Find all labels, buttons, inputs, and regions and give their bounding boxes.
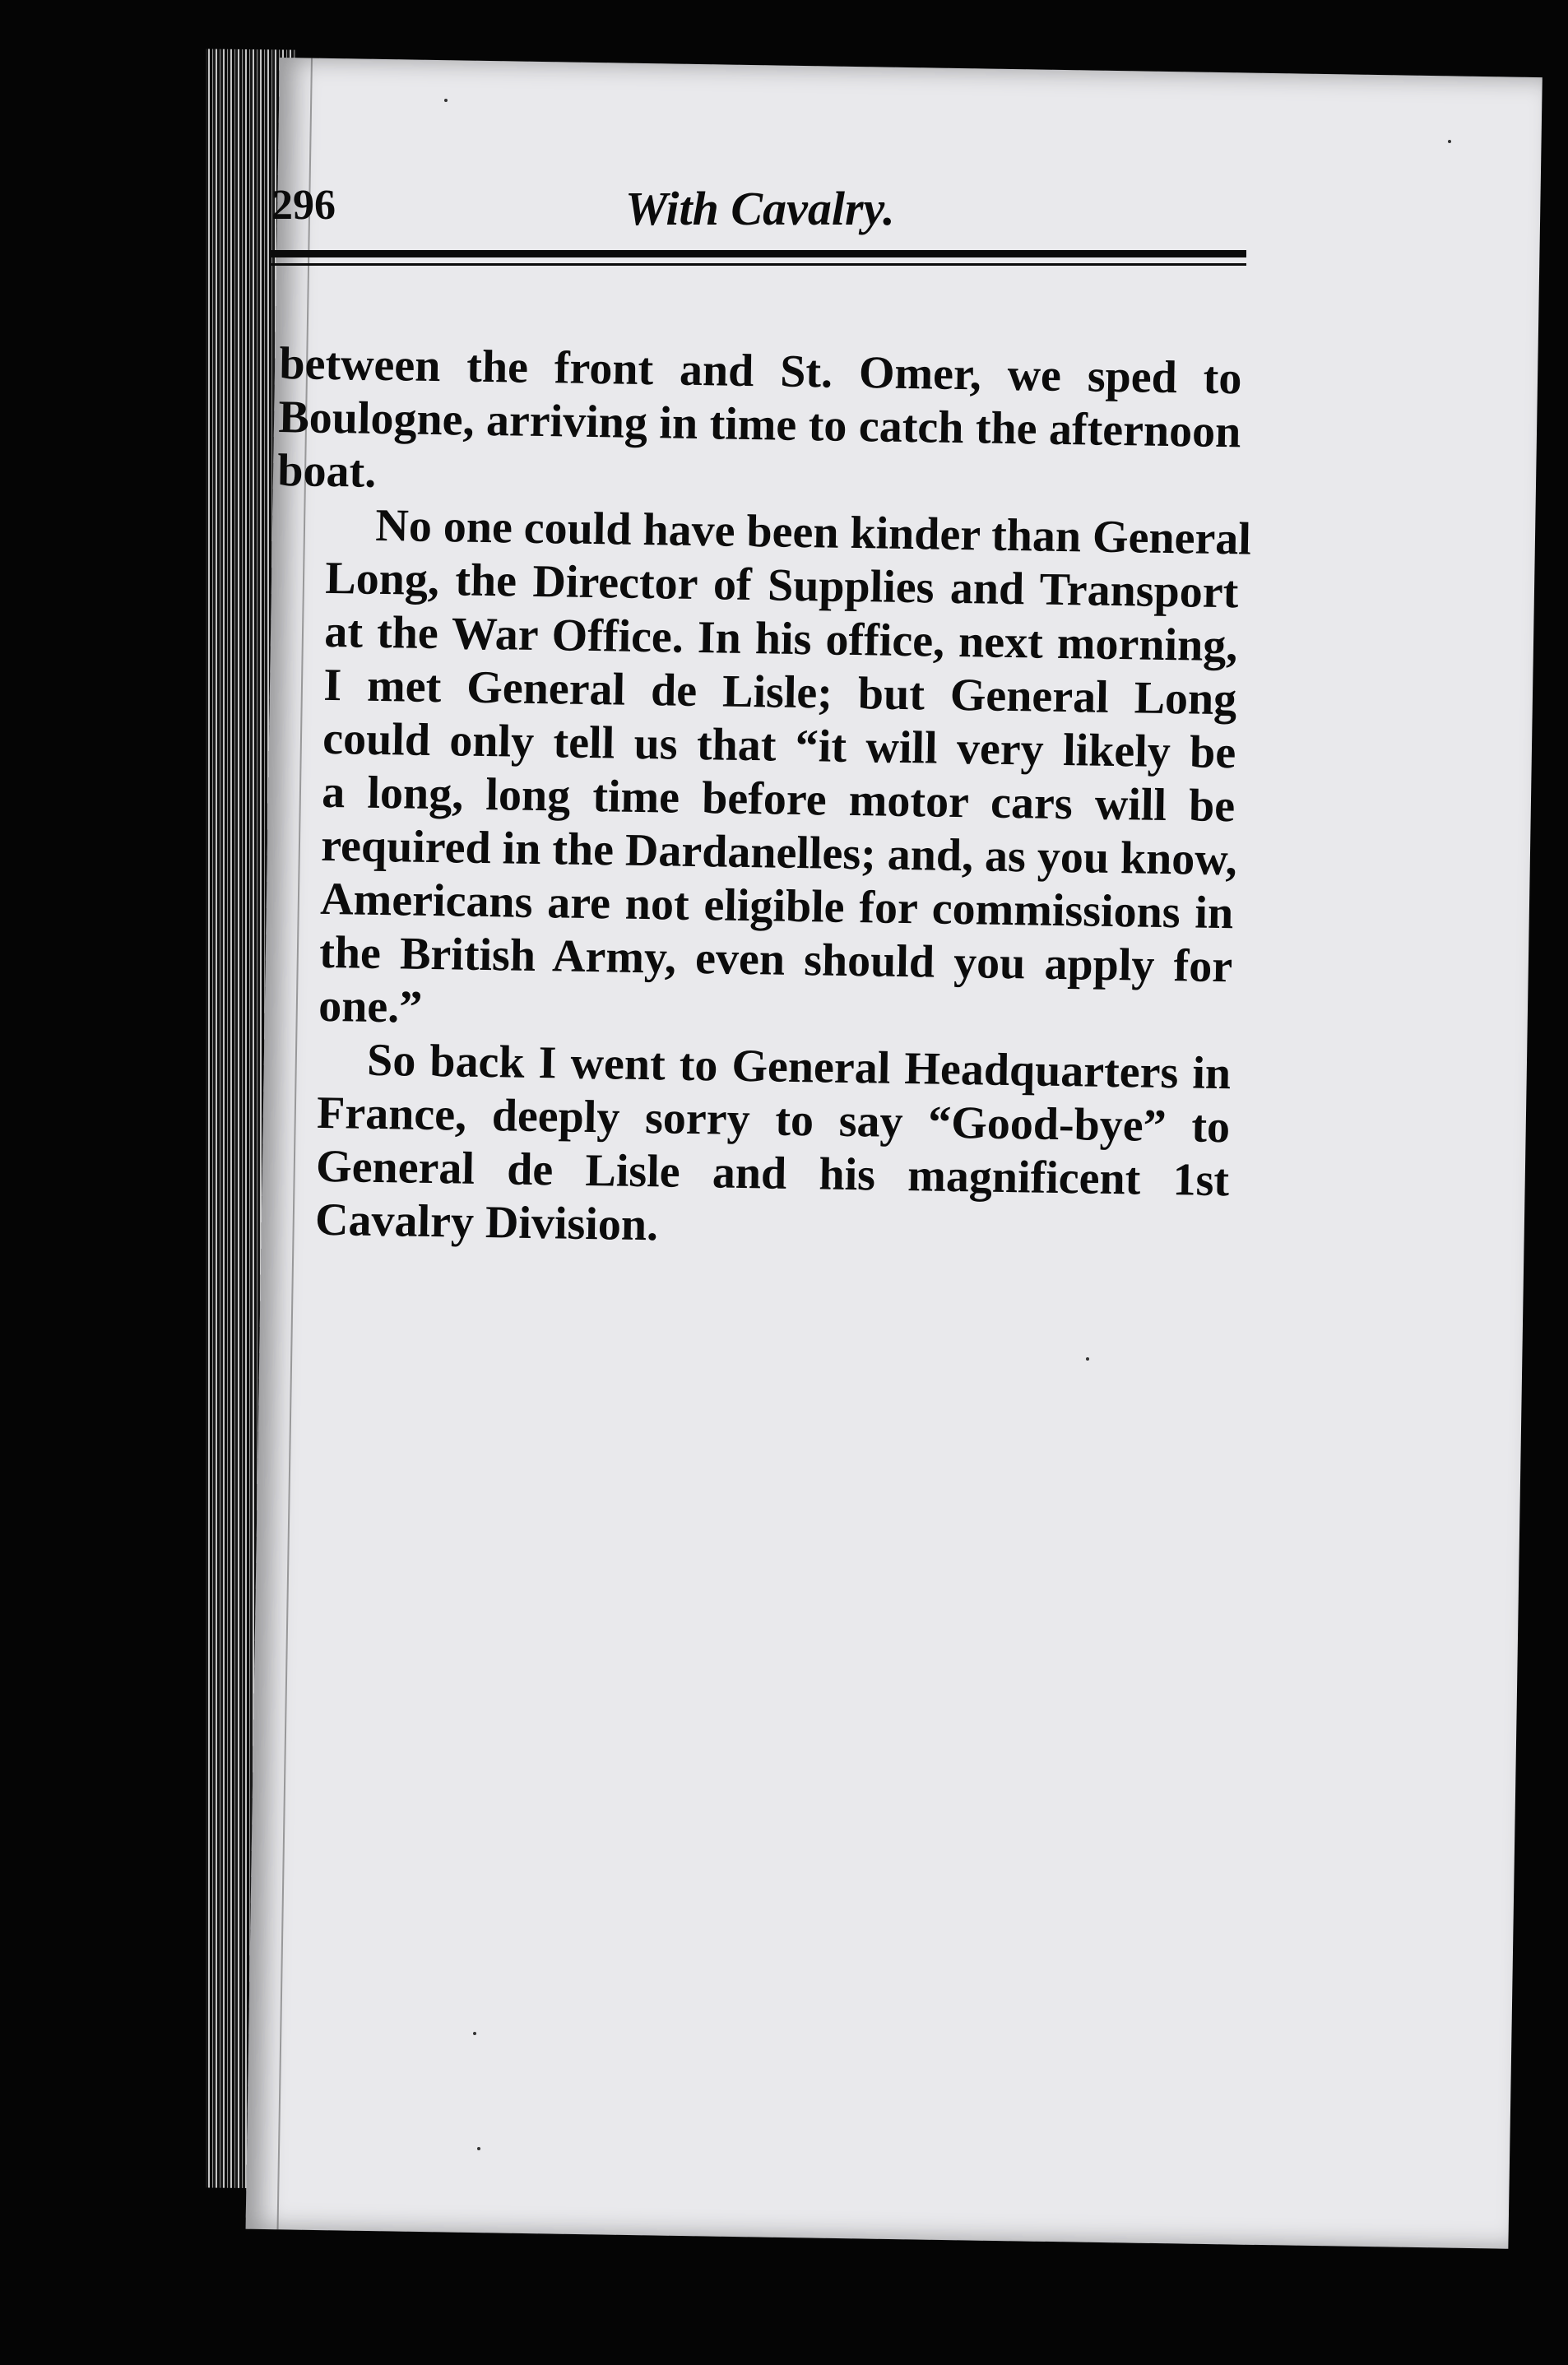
text-line: So back I went to General Headquarters in	[366, 1034, 1232, 1100]
speck	[477, 2147, 480, 2150]
paragraph	[277, 337, 1242, 512]
running-title: With Cavalry.	[625, 182, 895, 235]
text-line: at the War Office. In his office, next morning,	[323, 605, 1238, 672]
text-line: Americans are not eligible for commissions in	[319, 873, 1234, 939]
text-line: the British Army, even should you apply for	[318, 926, 1233, 993]
speck	[473, 2032, 476, 2035]
text-line: could only tell us that “it will very likely be	[322, 712, 1236, 779]
text-line: General de Lisle and his magnificent 1st	[315, 1140, 1230, 1207]
text-line: No one could have been kinder than General	[374, 499, 1252, 565]
text-line: Long, the Director of Supplies and Transport	[324, 552, 1239, 619]
body-text	[266, 337, 1252, 1261]
text-line: between the front and St. Omer, we sped to	[279, 337, 1242, 405]
text-line: one.”	[318, 980, 423, 1033]
header-rule-thin	[271, 263, 1246, 266]
text-line: Cavalry Division.	[314, 1194, 659, 1251]
header-rule-thick	[271, 250, 1246, 257]
paragraph	[269, 498, 1252, 1047]
speck	[444, 99, 448, 102]
paragraph	[266, 1032, 1232, 1261]
text-line: I met General de Lisle; but General Long	[322, 659, 1237, 726]
speck	[1086, 1357, 1089, 1361]
speck	[1448, 140, 1451, 143]
text-line: Boulogne, arriving in time to catch the afternoon	[277, 391, 1241, 458]
running-head	[271, 181, 1530, 247]
text-line: France, deeply sorry to say “Good-bye” to	[316, 1087, 1231, 1153]
text-line: a long, long time before motor cars will be	[321, 766, 1236, 832]
page-number: 296	[271, 182, 336, 229]
text-line: boat.	[276, 444, 377, 498]
text-line: required in the Dardanelles; and, as you know,	[320, 819, 1238, 886]
